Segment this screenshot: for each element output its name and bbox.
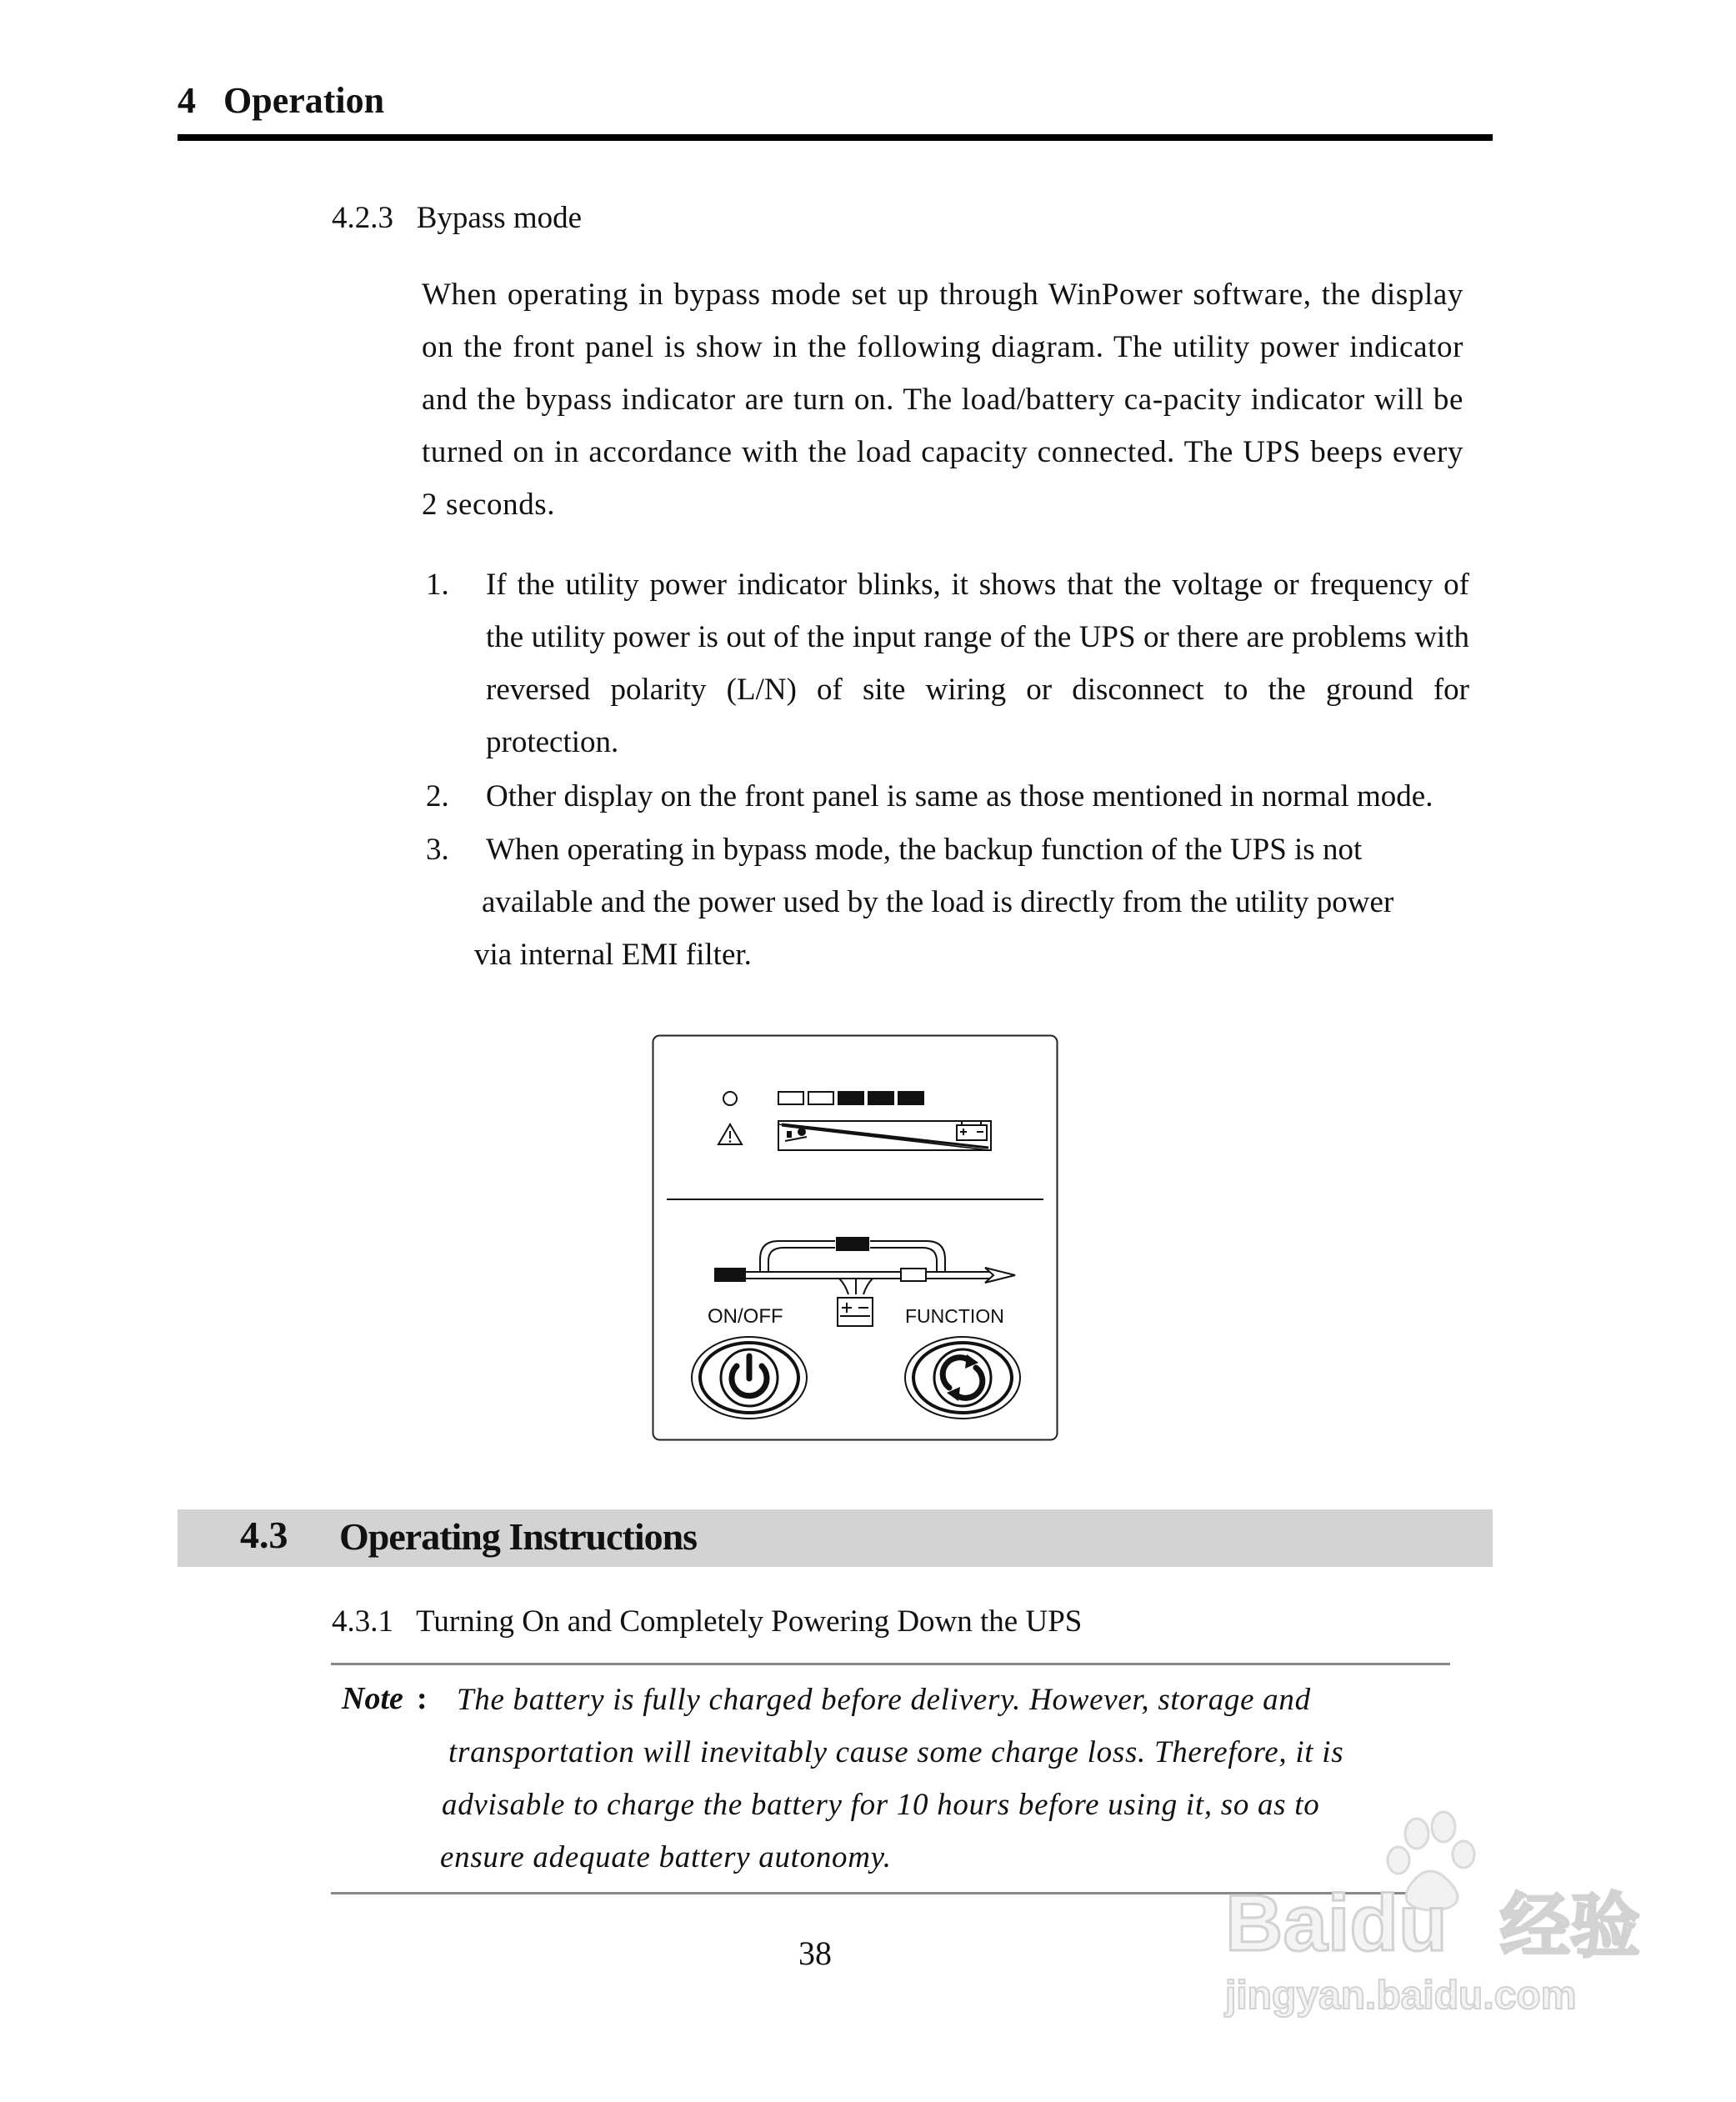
ups-front-panel-diagram: [652, 1034, 1058, 1441]
note-text-line: The battery is fully charged before delivery. However, storage and: [457, 1683, 1311, 1717]
list-item-text-line: available and the power used by the load is directly from the utility power: [482, 885, 1394, 919]
inverter-indicator: [901, 1269, 926, 1281]
level-indicator-2: [808, 1092, 833, 1104]
watermark-brand: Baidu: [1225, 1879, 1448, 1968]
bypass-mode-paragraph: When operating in bypass mode set up through WinPower software, the display on the front panel is show in the following diagram. The utility power indicator and the bypass indicator are turn on. The load/battery ca-pacity indicator will be turned on in accordance with the load capacity connected. The UPS beeps every 2 seconds.: [422, 278, 1463, 522]
note-colon: :: [417, 1681, 428, 1716]
section-title: Operating Instructions: [339, 1515, 698, 1558]
list-item-number: 1.: [426, 568, 449, 602]
list-item-text-line: via internal EMI filter.: [474, 938, 752, 972]
section-heading-4-3-1: 4.3.1 Turning On and Completely Powering Down the UPS: [332, 1604, 1083, 1639]
function-label: FUNCTION: [905, 1305, 1004, 1327]
note-text-line: advisable to charge the battery for 10 hours before using it, so as to: [442, 1788, 1320, 1822]
watermark-brand-cn: 经验: [1500, 1885, 1641, 1967]
utility-power-indicator: [715, 1269, 745, 1281]
note-rule-top: [331, 1663, 1450, 1665]
level-indicator-3: [838, 1092, 863, 1104]
watermark-url: jingyan.baidu.com: [1225, 1974, 1577, 2018]
list-item: [426, 558, 1469, 768]
baidu-watermark: [1200, 1809, 1667, 2025]
chapter-title: 4 Operation: [178, 80, 385, 121]
section-number: 4.3: [240, 1514, 288, 1556]
note-text-line: ensure adequate battery autonomy.: [440, 1840, 892, 1874]
level-indicator-4: [868, 1092, 893, 1104]
list-item: [426, 823, 1469, 981]
list-item: [426, 770, 1469, 823]
list-item-text: If the utility power indicator blinks, it shows that the voltage or frequency of the utility power is out of the input range of the UPS or there are problems with reversed polarity (L/N) of site wiring or disconnect to the ground for protection.: [486, 568, 1469, 759]
section-heading-4-2-3: 4.2.3 Bypass mode: [332, 201, 583, 235]
note-label: Note: [342, 1681, 403, 1716]
chapter-rule: [178, 134, 1493, 141]
level-indicator-1: [778, 1092, 803, 1104]
list-item-text: Other display on the front panel is same as those mentioned in normal mode.: [486, 779, 1433, 813]
page-number: 38: [798, 1934, 832, 1972]
bypass-indicator: [837, 1238, 868, 1250]
list-item-number: 2.: [426, 779, 449, 813]
list-item-number: 3.: [426, 833, 449, 867]
function-button[interactable]: [905, 1337, 1020, 1419]
on-off-button[interactable]: [692, 1337, 807, 1419]
list-item-text-line: When operating in bypass mode, the backup function of the UPS is not: [486, 833, 1363, 867]
note-text-line: transportation will inevitably cause some charge loss. Therefore, it is: [448, 1735, 1344, 1769]
level-indicator-5: [898, 1092, 923, 1104]
on-off-label: ON/OFF: [708, 1305, 783, 1328]
